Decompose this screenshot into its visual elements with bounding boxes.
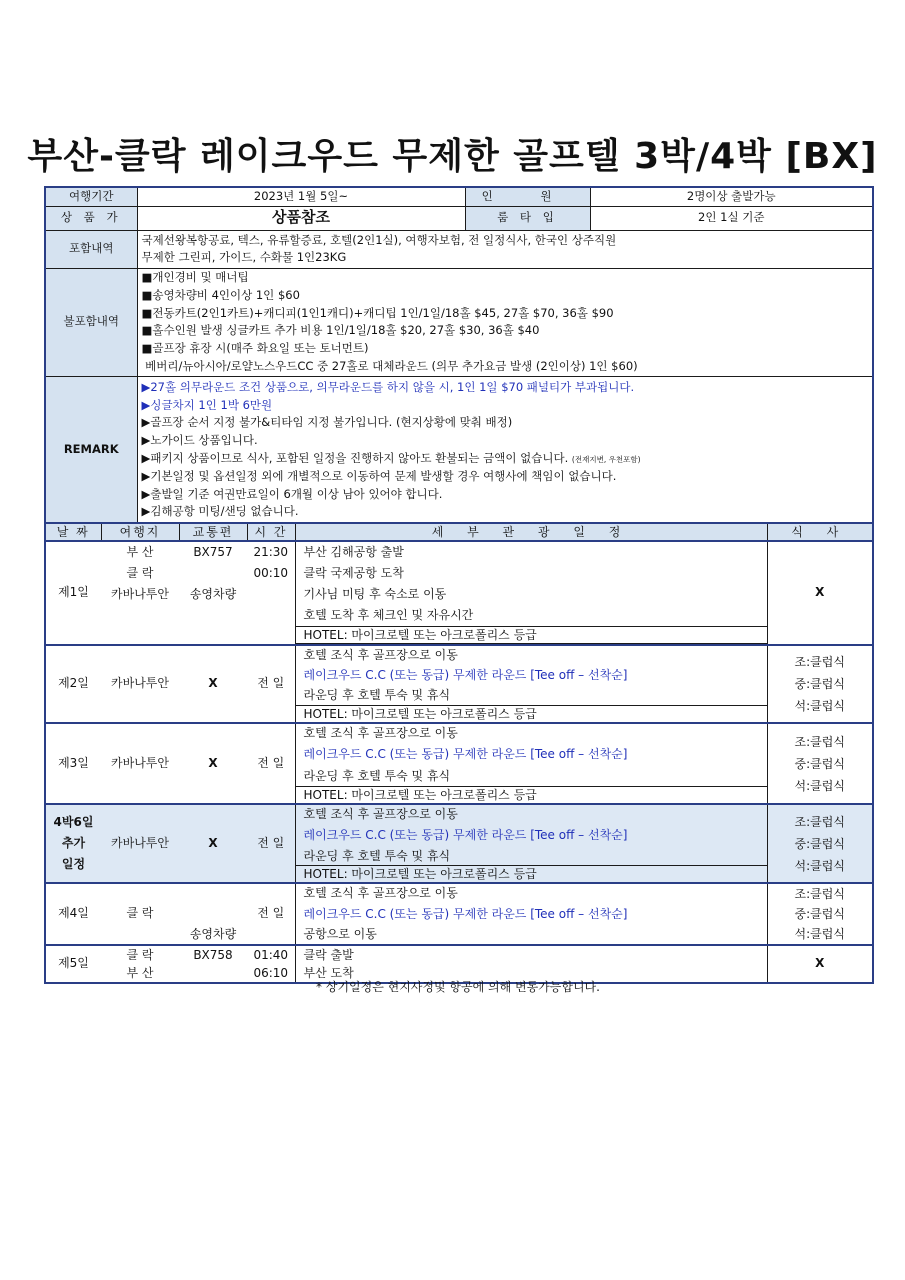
day2-place: 카바나투안: [111, 676, 169, 691]
header-schedule: 세 부 관 광 일 정: [295, 523, 767, 541]
transport: 송영차량: [189, 587, 237, 601]
info-table: [44, 186, 874, 525]
remark-line: ▶27홀 의무라운드 조건 상품으로, 의무라운드를 하지 않을 시, 1인 1일 $70 패널티가 부과됩니다.: [141, 379, 635, 394]
extra-day-line: 추가: [61, 836, 86, 850]
day5-meal: X: [767, 945, 873, 983]
schedule-line: 클락 출발: [303, 948, 354, 962]
itinerary-table: [44, 522, 874, 984]
day2-label: 제2일: [58, 676, 89, 691]
time: 21:30: [253, 545, 289, 559]
excluded-list: [137, 268, 873, 376]
transport: [179, 563, 247, 584]
day2-time: 전 일: [257, 676, 285, 691]
room-value: 2인 1실 기준: [590, 206, 873, 230]
included-list: [137, 230, 873, 268]
schedule-line: 레이크우드 C.C (또는 동급) 무제한 라운드 [Tee off – 선착순]: [303, 747, 628, 761]
place: 부 산: [126, 966, 154, 980]
schedule-line: 호텔 조식 후 골프장으로 이동: [303, 807, 458, 821]
remark-small-note: (전재지변, 우천포함): [571, 455, 641, 465]
included-label: 포함내역: [45, 230, 137, 268]
people-label: 인 원: [465, 187, 590, 206]
meal: 조:클럽식: [794, 734, 845, 749]
header-transport: 교통편: [179, 523, 247, 541]
schedule-line: 클락 국제공항 도착: [303, 566, 404, 580]
day1-meal: X: [767, 541, 873, 645]
extra-day-line: 일정: [61, 857, 86, 871]
place: 카바나투안: [111, 587, 169, 601]
period-value: 2023년 1월 5일~: [137, 187, 465, 206]
meal: 석:클럽식: [794, 778, 845, 793]
meal: 석:클럽식: [794, 699, 845, 713]
schedule-line: 호텔 조식 후 골프장으로 이동: [303, 648, 458, 662]
excluded-line: ■개인경비 및 매너팁: [141, 269, 249, 284]
schedule-line: 호텔 도착 후 체크인 및 자유시간: [303, 608, 474, 622]
day3-meals: [767, 723, 873, 804]
remark-line: ▶출발일 기준 여권만료일이 6개월 이상 남아 있어야 합니다.: [141, 486, 443, 501]
day4-label: 제4일: [58, 906, 89, 921]
day3-label: 제3일: [58, 755, 89, 770]
extra-day-line: 4박6일: [53, 815, 94, 829]
day4-meals: [767, 883, 873, 945]
meal: 조:클럽식: [794, 655, 845, 669]
period-label: 여행기간: [45, 187, 137, 206]
schedule-line: 레이크우드 C.C (또는 동급) 무제한 라운드 [Tee off – 선착순]: [303, 668, 628, 682]
meal: 조:클럽식: [794, 814, 845, 829]
included-line: 국제선왕복항공료, 텍스, 유류할증료, 호텔(2인1실), 여행자보험, 전 일정식사, 한국인 상주직원: [141, 232, 617, 247]
remark-line: ▶골프장 순서 지정 불가&티타임 지정 불가입니다. (현지상황에 맞춰 배정): [141, 415, 513, 430]
header-place: 여행지: [101, 523, 179, 541]
day1-transport: [179, 541, 247, 645]
excluded-line: 베버리/뉴아시아/로얄노스우드CC 중 27홀로 대체라운드 (의무 추가요금 발생 (2인이상) 1인 $60): [141, 358, 638, 373]
room-label: 룸 타 입: [465, 206, 590, 230]
day1-places: [101, 541, 179, 645]
header-date: 날 짜: [45, 523, 101, 541]
day2-meals: [767, 645, 873, 723]
meal: 조:클럽식: [794, 887, 845, 901]
excluded-line: ■홀수인원 발생 싱글카트 추가 비용 1인/1일/18홀 $20, 27홀 $30, 36홀 $40: [141, 323, 540, 338]
header-meal: 식 사: [767, 523, 873, 541]
remark-line: ▶김해공항 미팅/샌딩 없습니다.: [141, 504, 299, 519]
schedule-line: 레이크우드 C.C (또는 동급) 무제한 라운드 [Tee off – 선착순]: [303, 907, 628, 921]
extra-place: 카바나투안: [101, 804, 179, 883]
extra-schedule: [295, 804, 767, 883]
meal: 중:클럽식: [794, 836, 845, 851]
day3-transport: X: [208, 755, 218, 770]
day3-place: 카바나투안: [111, 755, 169, 770]
footnote: * 상기일정은 현지사정및 항공에 의해 변동가능합니다.: [316, 980, 600, 994]
hotel-line: HOTEL: 마이크로텔 또는 아크로폴리스 등급: [296, 786, 767, 803]
transport: BX757: [193, 545, 233, 559]
schedule-line: 라운딩 후 호텔 투숙 및 휴식: [303, 769, 451, 783]
time: 00:10: [253, 566, 289, 580]
price-value: 상품참조: [137, 206, 465, 230]
day1-schedule: [295, 541, 767, 645]
remark-list: [137, 376, 873, 524]
price-label: 상 품 가: [45, 206, 137, 230]
place: 클 락: [126, 948, 154, 962]
day4-transport: 송영차량: [189, 927, 237, 942]
schedule-line: 부산 김해공항 출발: [303, 545, 404, 559]
day1-label: 제1일: [58, 585, 89, 600]
day4-schedule: [295, 883, 767, 945]
remark-line: ▶싱글차지 1인 1박 6만원: [141, 397, 273, 412]
excluded-line: ■송영차량비 4인이상 1인 $60: [141, 287, 300, 302]
schedule-line: 부산 도착: [303, 966, 354, 980]
day3-schedule: [295, 723, 767, 804]
hotel-line: HOTEL: 마이크로텔 또는 아크로폴리스 등급: [296, 865, 767, 882]
schedule-line: 라운딩 후 호텔 투숙 및 휴식: [303, 688, 451, 702]
day5-transport: BX758: [193, 948, 233, 962]
extra-time: 전 일: [247, 804, 295, 883]
remark-line: [142, 450, 873, 468]
schedule-line: 레이크우드 C.C (또는 동급) 무제한 라운드 [Tee off – 선착순]: [303, 828, 628, 842]
day5-label: 제5일: [58, 956, 89, 971]
remark-label: REMARK: [45, 376, 137, 524]
hotel-line: HOTEL: 마이크로텔 또는 아크로폴리스 등급: [296, 626, 767, 644]
day2-schedule: [295, 645, 767, 723]
extra-transport: X: [179, 804, 247, 883]
meal: 중:클럽식: [794, 907, 845, 921]
excluded-line: ■골프장 휴장 시(매주 화요일 또는 토너먼트): [141, 341, 369, 356]
place: 클 락: [126, 566, 154, 580]
extra-day-label: [45, 804, 101, 883]
schedule-line: 호텔 조식 후 골프장으로 이동: [303, 726, 458, 740]
day4-place: 클 락: [126, 906, 154, 921]
time: 06:10: [253, 966, 289, 980]
hotel-line: HOTEL: 마이크로텔 또는 아크로폴리스 등급: [296, 705, 767, 722]
excluded-label: 불포함내역: [45, 268, 137, 376]
remark-line: ▶노가이드 상품입니다.: [141, 433, 258, 448]
day4-time: 전 일: [257, 906, 285, 921]
schedule-line: 라운딩 후 호텔 투숙 및 휴식: [303, 849, 451, 863]
schedule-line: 공항으로 이동: [303, 927, 377, 941]
day3-time: 전 일: [257, 755, 285, 770]
place: 부 산: [126, 545, 154, 559]
header-time: 시 간: [247, 523, 295, 541]
included-line: 무제한 그린피, 가이드, 수화물 1인23KG: [141, 250, 347, 265]
remark-text: ▶패키지 상품이므로 식사, 포함된 일정을 진행하지 않아도 환불되는 금액이 없습니다.: [141, 451, 569, 466]
schedule-line: 기사님 미팅 후 숙소로 이동: [303, 587, 447, 601]
excluded-line: ■전동카트(2인1카트)+캐디피(1인1캐디)+캐디팁 1인/1일/18홀 $45, 27홀 $70, 36홀 $90: [141, 305, 614, 320]
schedule-line: 호텔 조식 후 골프장으로 이동: [303, 886, 458, 900]
meal: 중:클럽식: [794, 756, 845, 771]
page-title: 부산-클락 레이크우드 무제한 골프텔 3박/4박 [BX]: [27, 136, 878, 177]
meal: 중:클럽식: [794, 677, 845, 691]
day2-transport: X: [208, 676, 218, 691]
day1-times: [247, 541, 295, 645]
remark-line: ▶기본일정 및 옵션일정 외에 개별적으로 이동하여 문제 발생할 경우 여행사에 책임이 없습니다.: [141, 468, 617, 483]
extra-meals: [767, 804, 873, 883]
meal: 석:클럽식: [794, 858, 845, 873]
meal: 석:클럽식: [794, 927, 845, 941]
people-value: 2명이상 출발가능: [590, 187, 873, 206]
time: 01:40: [253, 948, 289, 962]
